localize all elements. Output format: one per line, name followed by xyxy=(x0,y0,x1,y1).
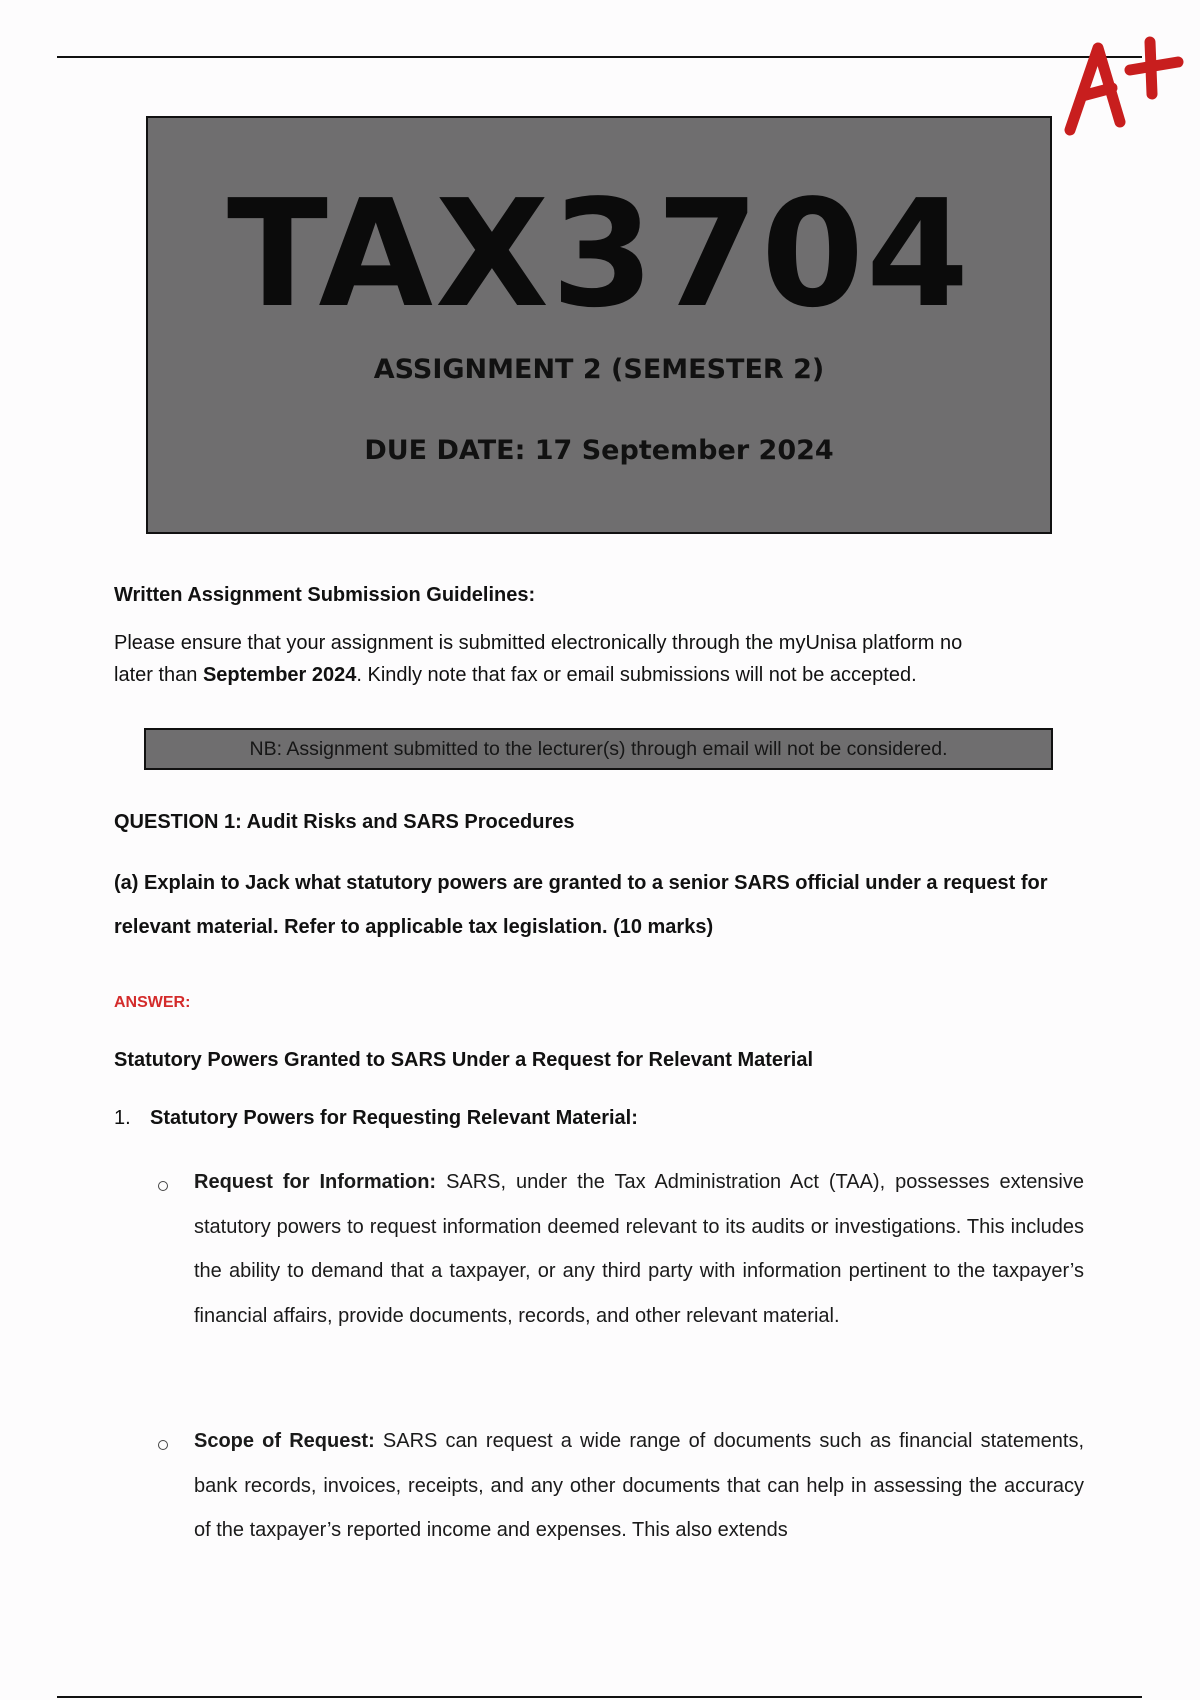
bullet-icon xyxy=(158,1181,168,1191)
nb-notice: NB: Assignment submitted to the lecturer(s) through email will not be considered. xyxy=(144,728,1053,770)
question-part-a-line-1: (a) Explain to Jack what statutory powers are granted to a senior SARS official under a request for xyxy=(114,872,1048,894)
answer-heading: Statutory Powers Granted to SARS Under a Request for Relevant Material xyxy=(114,1049,814,1071)
guidelines-line-1: Please ensure that your assignment is submitted electronically through the myUnisa platform no xyxy=(114,632,963,654)
bullet-request-for-information: Request for Information: SARS, under the Tax Administration Act (TAA), possesses extensive statutory powers to request information deemed relevant to its audits or investigations. This includes the ability to demand that a taxpayer, or any third party with information pertinent to the taxpayer’s financial affairs, provide documents, records, and other relevant material. xyxy=(194,1171,1085,1327)
question-part-a-line-2: relevant material. Refer to applicable tax legislation. (10 marks) xyxy=(114,916,714,938)
assignment-title: ASSIGNMENT 2 (SEMESTER 2) xyxy=(373,354,825,385)
due-date: DUE DATE: 17 September 2024 xyxy=(364,435,834,466)
title-box xyxy=(146,116,1052,534)
question-heading: QUESTION 1: Audit Risks and SARS Procedures xyxy=(114,811,575,833)
list-number: 1. xyxy=(114,1107,131,1129)
answer-label: ANSWER: xyxy=(114,994,191,1011)
course-code: TAX3704 xyxy=(226,168,972,340)
guidelines-line-2: later than September 2024. Kindly note that fax or email submissions will not be accepted. xyxy=(114,664,917,686)
top-rule xyxy=(57,56,1142,58)
list-heading: Statutory Powers for Requesting Relevant Material: xyxy=(150,1107,638,1129)
guidelines-heading: Written Assignment Submission Guidelines: xyxy=(114,584,536,606)
bullet-icon xyxy=(158,1440,168,1450)
bullet-scope-of-request: Scope of Request: SARS can request a wide range of documents such as financial statements, bank records, invoices, receipts, and any other documents that can help in assessing the accuracy of the taxpayer’s reported income and expenses. This also extends xyxy=(194,1430,1085,1541)
grade-stamp xyxy=(1060,30,1190,140)
bottom-rule xyxy=(57,1696,1142,1698)
